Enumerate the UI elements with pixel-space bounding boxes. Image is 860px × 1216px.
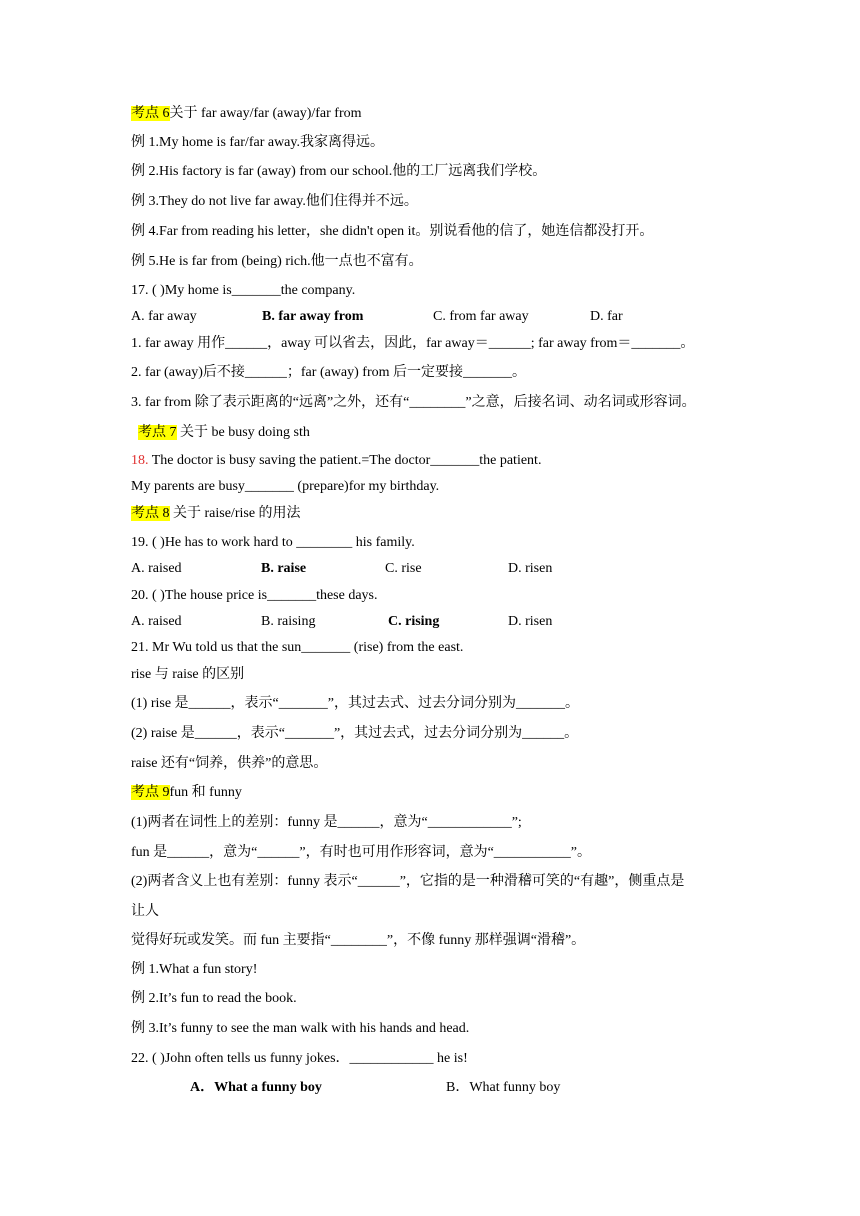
- question-18-second: My parents are busy_______ (prepare)for my birthday.: [131, 479, 440, 494]
- q20-option-d: D. risen: [508, 614, 553, 629]
- note-line: (1) rise 是______，表示“_______”，其过去式、过去分词分别为_______。: [131, 696, 579, 711]
- difference-heading: rise 与 raise 的区别: [131, 667, 245, 682]
- note-line: fun 是______，意为“______”，有时也可用作形容词，意为“___________”。: [131, 845, 592, 860]
- question-19: 19. ( )He has to work hard to ________ his family.: [131, 535, 415, 550]
- q17-option-c: C. from far away: [433, 309, 529, 324]
- note-line: 觉得好玩或发笑。而 fun 主要指“________”，不像 funny 那样强调“滑稽”。: [131, 933, 586, 948]
- note-line: 2. far (away)后不接______；far (away) from 后一定要接_______。: [131, 365, 527, 380]
- note-line: 3. far from 除了表示距离的“远离”之外，还有“________”之意，后接名词、动名词或形容词。: [131, 395, 696, 410]
- example-line: 例 4.Far from reading his letter，she didn't open it。别说看他的信了，她连信都没打开。: [131, 224, 654, 239]
- q17-option-d: D. far: [590, 309, 623, 324]
- example-line: 例 2.His factory is far (away) from our school.他的工厂远离我们学校。: [131, 164, 547, 179]
- q22-option-b: B．What funny boy: [446, 1080, 561, 1095]
- section-8-heading: [131, 505, 301, 523]
- section-9-title: fun 和 funny: [169, 785, 242, 800]
- section-8-tag: 考点 8: [131, 506, 170, 521]
- question-18-text: The doctor is busy saving the patient.=The doctor_______the patient.: [148, 453, 542, 468]
- section-9-tag: 考点 9: [131, 785, 170, 800]
- section-7-tag: 考点 7: [138, 425, 177, 440]
- section-8-title: 关于 raise/rise 的用法: [169, 506, 301, 521]
- section-7-heading: [138, 424, 310, 442]
- note-line: 让人: [131, 904, 159, 919]
- q20-option-c: C. rising: [388, 614, 440, 629]
- example-line: 例 3.It’s funny to see the man walk with his hands and head.: [131, 1021, 470, 1036]
- q22-option-a: A．What a funny boy: [190, 1080, 322, 1095]
- section-6-title: 关于 far away/far (away)/far from: [169, 106, 362, 121]
- note-line: raise 还有“饲养，供养”的意思。: [131, 756, 328, 771]
- note-line: 1. far away 用作______，away 可以省去，因此，far away＝______; far away from＝_______。: [131, 336, 695, 351]
- question-18: [131, 452, 541, 470]
- note-line: (1)两者在词性上的差别：funny 是______，意为“____________”;: [131, 815, 522, 830]
- q17-option-b: B. far away from: [262, 309, 364, 324]
- question-20: 20. ( )The house price is_______these days.: [131, 588, 378, 603]
- example-line: 例 2.It’s fun to read the book.: [131, 991, 297, 1006]
- question-17: 17. ( )My home is_______the company.: [131, 283, 356, 298]
- section-7-title: 关于 be busy doing sth: [176, 425, 310, 440]
- example-line: 例 3.They do not live far away.他们住得并不远。: [131, 194, 418, 209]
- q19-option-a: A. raised: [131, 561, 182, 576]
- q19-option-c: C. rise: [385, 561, 422, 576]
- q19-option-d: D. risen: [508, 561, 553, 576]
- q20-option-a: A. raised: [131, 614, 182, 629]
- note-line: (2)两者含义上也有差别：funny 表示“______”，它指的是一种滑稽可笑的“有趣”，侧重点是: [131, 874, 685, 889]
- section-9-heading: [131, 784, 242, 802]
- q20-option-b: B. raising: [261, 614, 316, 629]
- question-21: 21. Mr Wu told us that the sun_______ (rise) from the east.: [131, 640, 464, 655]
- q19-option-b: B. raise: [261, 561, 307, 576]
- section-6-tag: 考点 6: [131, 106, 170, 121]
- question-22: 22. ( )John often tells us funny jokes．____________ he is!: [131, 1051, 468, 1066]
- section-6-heading: [131, 105, 362, 123]
- q17-option-a: A. far away: [131, 309, 197, 324]
- example-line: 例 1.What a fun story!: [131, 962, 258, 977]
- example-line: 例 1.My home is far/far away.我家离得远。: [131, 135, 384, 150]
- question-18-number: 18.: [131, 453, 149, 468]
- example-line: 例 5.He is far from (being) rich.他一点也不富有。: [131, 254, 423, 269]
- note-line: (2) raise 是______，表示“_______”，其过去式，过去分词分别为______。: [131, 726, 579, 741]
